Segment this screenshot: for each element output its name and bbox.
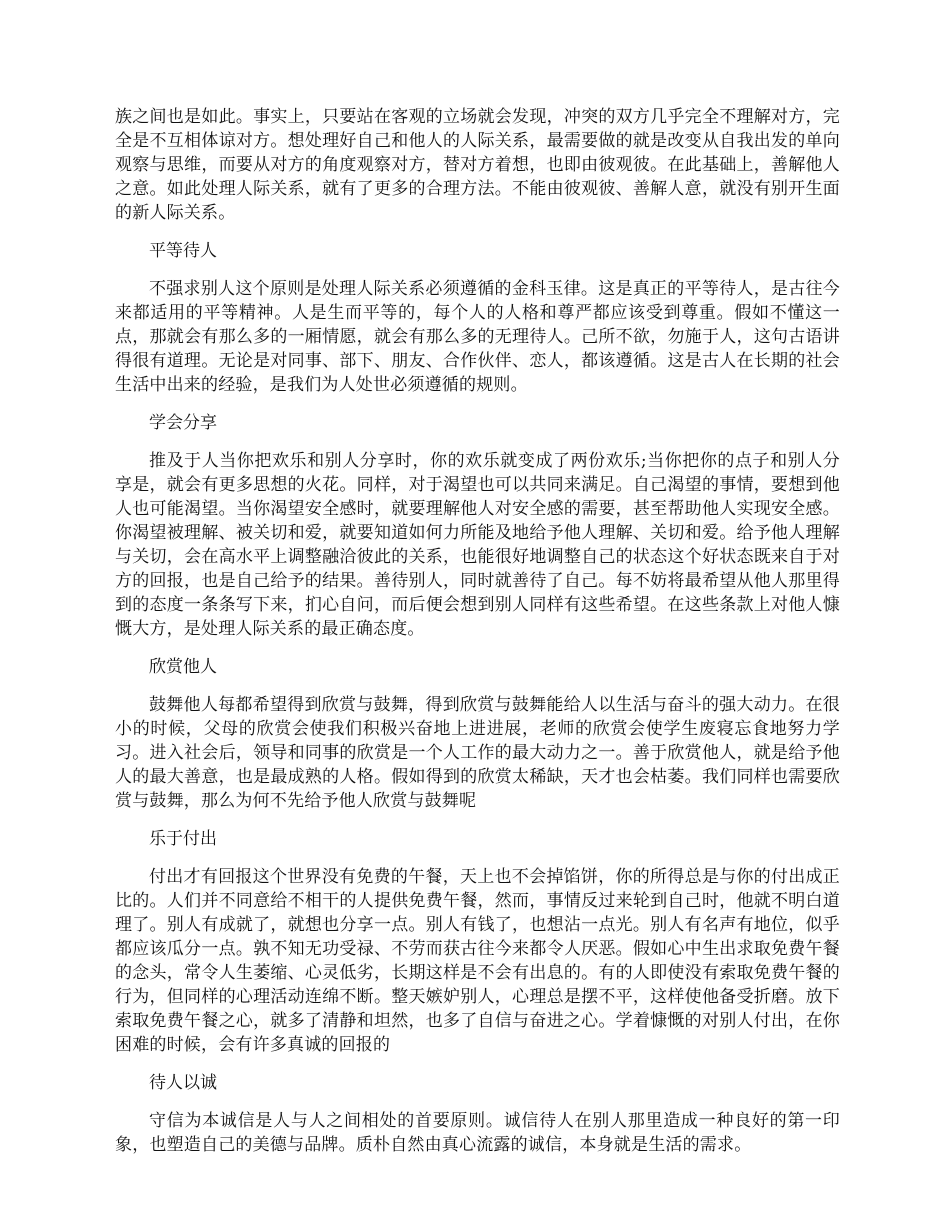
section-heading: 乐于付出 <box>149 829 217 849</box>
section-paragraph: 鼓舞他人每都希望得到欣赏与鼓舞，得到欣赏与鼓舞能给人以生活与奋斗的强大动力。在很小的时候，父母的欣赏会使我们积极兴奋地上进进展，老师的欣赏会使学生废寝忘食地努力学习。进入社会后，领导和同事的欣赏是一个人工作的最大动力之一。善于欣赏他人，就是给予他人的最大善意，也是最成熟的人格。假如得到的欣赏太稀缺，天才也会枯萎。我们同样也需要欣赏与鼓舞，那么为何不先给予他人欣赏与鼓舞呢 <box>115 695 840 811</box>
section-heading: 学会分享 <box>149 413 217 433</box>
intro-paragraph: 族之间也是如此。事实上，只要站在客观的立场就会发现，冲突的双方几乎完全不理解对方，完全是不互相体谅对方。想处理好自己和他人的人际关系，最需要做的就是改变从自我出发的单向观察与思维，而要从对方的角度观察对方，替对方着想，也即由彼观彼。在此基础上，善解他人之意。如此处理人际关系，就有了更多的合理方法。不能由彼观彼、善解人意，就没有别开生面的新人际关系。 <box>115 107 840 223</box>
section-giving <box>115 827 840 1057</box>
section-sincerity <box>115 1071 840 1157</box>
section-sharing <box>115 411 840 641</box>
section-appreciation <box>115 655 840 813</box>
section-heading: 欣赏他人 <box>149 657 217 677</box>
section-paragraph: 付出才有回报这个世界没有免费的午餐，天上也不会掉馅饼，你的所得总是与你的付出成正比的。人们并不同意给不相干的人提供免费午餐，然而，事情反过来轮到自己时，他就不明白道理了。别人有成就了，就想也分享一点。别人有钱了，也想沾一点光。别人有名声有地位，似乎都应该瓜分一点。孰不知无功受禄、不劳而获古往今来都令人厌恶。假如心中生出求取免费午餐的念头，常令人生萎缩、心灵低劣，长期这样是不会有出息的。有的人即使没有索取免费午餐的行为，但同样的心理活动连绵不断。整天嫉妒别人，心理总是摆不平，这样使他备受折磨。放下索取免费午餐之心，就多了清静和坦然，也多了自信与奋进之心。学着慷慨的对别人付出，在你困难的时候，会有许多真诚的回报的 <box>115 867 840 1055</box>
document-page <box>115 105 840 1157</box>
section-equality <box>115 239 840 397</box>
section-paragraph: 推及于人当你把欢乐和别人分享时，你的欢乐就变成了两份欢乐;当你把你的点子和别人分享是，就会有更多思想的火花。同样，对于渴望也可以共同来满足。自己渴望的事情，要想到他人也可能渴望。当你渴望安全感时，就要理解他人对安全感的需要，甚至帮助他人实现安全感。你渴望被理解、被关切和爱，就要知道如何力所能及地给予他人理解、关切和爱。给予他人理解与关切，会在高水平上调整融洽彼此的关系，也能很好地调整自己的状态这个好状态既来自于对方的回报，也是自己给予的结果。善待别人，同时就善待了自己。每不妨将最希望从他人那里得到的态度一条条写下来，扪心自问，而后便会想到别人同样有这些希望。在这些条款上对他人慷慨大方，是处理人际关系的最正确态度。 <box>115 451 840 639</box>
section-paragraph: 不强求别人这个原则是处理人际关系必须遵循的金科玉律。这是真正的平等待人，是古往今来都适用的平等精神。人是生而平等的，每个人的人格和尊严都应该受到尊重。假如不懂这一点，那就会有那么多的一厢情愿，就会有那么多的无理待人。己所不欲，勿施于人，这句古语讲得很有道理。无论是对同事、部下、朋友、合作伙伴、恋人，都该遵循。这是古人在长期的社会生活中出来的经验，是我们为人处世必须遵循的规则。 <box>115 279 840 395</box>
section-paragraph: 守信为本诚信是人与人之间相处的首要原则。诚信待人在别人那里造成一种良好的第一印象，也塑造自己的美德与品牌。质朴自然由真心流露的诚信，本身就是生活的需求。 <box>115 1111 840 1155</box>
section-heading: 平等待人 <box>149 241 217 261</box>
section-heading: 待人以诚 <box>149 1073 217 1093</box>
